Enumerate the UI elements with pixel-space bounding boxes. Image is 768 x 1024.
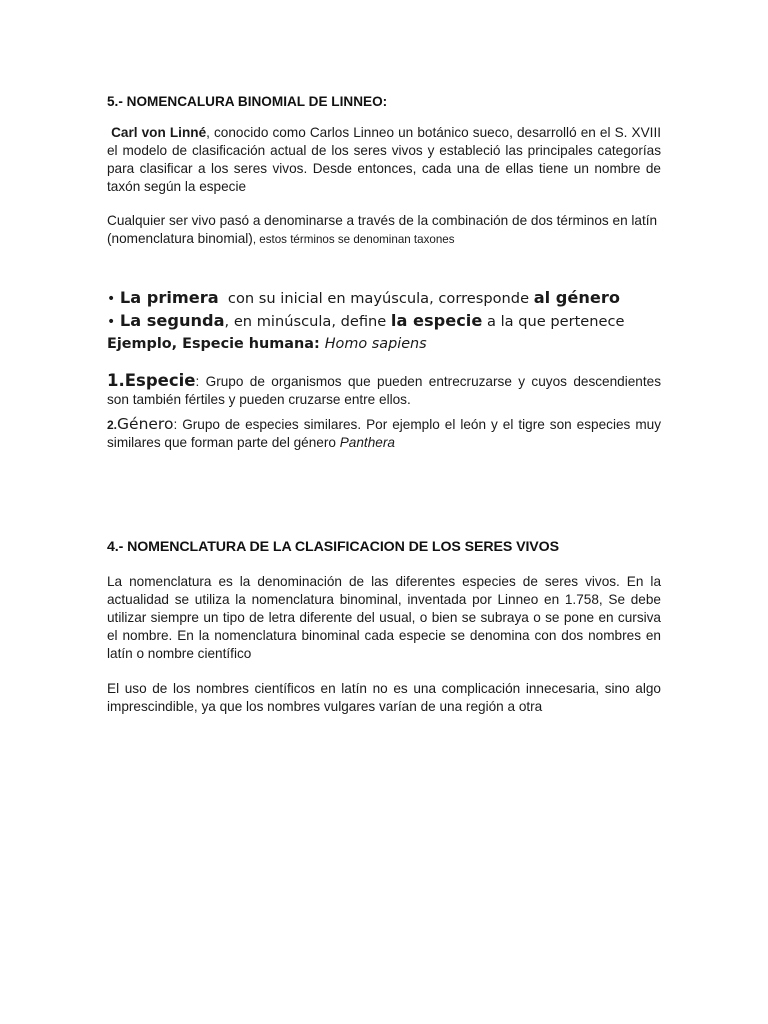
bullet-target: la especie	[390, 311, 483, 330]
bullet-middle: , en minúscula, define	[224, 313, 391, 330]
definition-text: : Grupo de organismos que pueden entrecruzarse y cuyos descendientes son también fértiles y pueden cruzarse entre ellos.	[107, 374, 661, 407]
bullet-lead: La segunda	[119, 311, 225, 330]
section-4-heading: 4.- NOMENCLATURA DE LA CLASIFICACION DE LOS SERES VIVOS	[107, 539, 559, 555]
definition-genero	[107, 415, 661, 452]
definition-number: 2.	[107, 418, 118, 432]
bullet-dot: •	[107, 291, 116, 307]
section-5-heading: 5.- NOMENCALURA BINOMIAL DE LINNEO:	[107, 94, 388, 109]
scientific-names-paragraph: El uso de los nombres científicos en latín no es una complicación innecesaria, sino algo imprescindible, ya que los nombres vulgares varían de una región a otra	[107, 681, 661, 714]
bullet-item-species	[107, 310, 661, 333]
definition-term: Género	[117, 415, 174, 433]
linneo-name: Carl von Linné	[111, 125, 207, 140]
example-species-name: Homo sapiens	[324, 336, 427, 352]
bullet-item-genus	[107, 287, 661, 310]
binomial-paragraph	[107, 212, 661, 249]
example-label: Ejemplo, Especie humana:	[107, 336, 325, 352]
bullet-lead: La primera	[119, 288, 219, 307]
definitions-block	[107, 372, 661, 452]
nomenclature-paragraph: La nomenclatura es la denominación de las diferentes especies de seres vivos. En la actualidad se utiliza la nomenclatura binominal, inventada por Linneo en 1.758, Se debe utilizar siempre un tipo de letra diferente del usual, o bien se subraya o se pone en cursiva el nombre. En la nomenclatura binominal cada especie se denomina con dos nombres en latín o nombre científico	[107, 574, 661, 661]
definition-text: : Grupo de especies similares. Por ejemplo el león y el tigre son especies muy similares que forman parte del género	[107, 417, 661, 450]
binomial-small-text: , estos términos se denominan taxones	[252, 233, 455, 246]
definition-especie	[107, 372, 661, 409]
definition-term: 1.Especie	[107, 371, 196, 390]
bullet-dot: •	[107, 314, 116, 330]
bullet-target: al género	[533, 288, 620, 307]
bullet-tail: a la que pertenece	[482, 313, 625, 330]
genus-name: Panthera	[339, 435, 395, 450]
binomial-main-text: Cualquier ser vivo pasó a denominarse a través de la combinación de dos términos en latín (nomenclatura binomial)	[107, 213, 658, 246]
bullet-middle: con su inicial en mayúscula, corresponde	[218, 290, 534, 307]
example-line	[107, 333, 661, 355]
taxon-bullet-list	[107, 287, 661, 355]
linneo-description: , conocido como Carlos Linneo un botánico sueco, desarrolló en el S. XVIII el modelo de clasificación actual de los seres vivos y estableció las principales categorías para clasificar a los seres vivos. Desde entonces, cada una de ellas tiene un nombre de taxón según la especie	[107, 125, 662, 194]
linneo-paragraph	[107, 124, 661, 196]
